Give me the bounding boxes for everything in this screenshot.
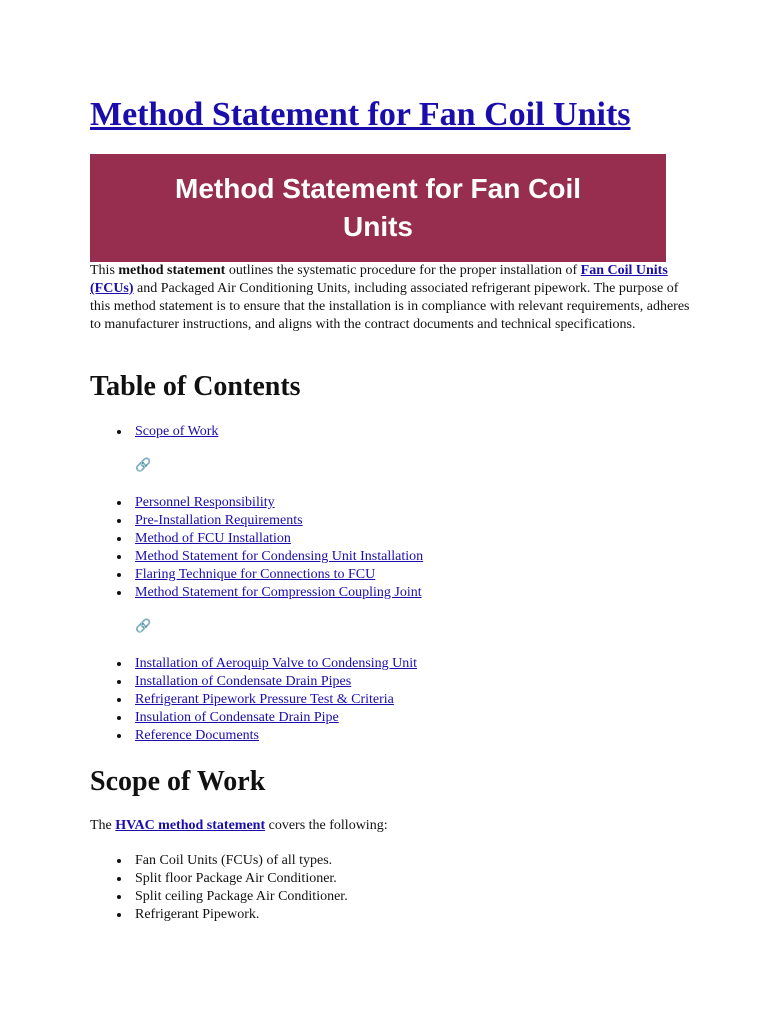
toc-item — [135, 566, 685, 584]
scope-list-item: Split ceiling Package Air Conditioner. — [135, 888, 685, 906]
intro-bold-term: method statement — [118, 263, 226, 278]
toc-link[interactable]: Insulation of Condensate Drain Pipe — [135, 710, 339, 725]
scope-list-item: Refrigerant Pipework. — [135, 906, 685, 924]
intro-paragraph — [90, 262, 690, 334]
toc-item — [135, 709, 685, 727]
toc-list-group-3 — [90, 655, 685, 745]
intro-text-3: and Packaged Air Conditioning Units, including associated refrigerant pipework. The purpose of this method statement is to ensure that the installation is in compliance with relevant requirements, adheres to manufacturer instructions, and aligns with the contract documents and technical specifications. — [90, 281, 690, 332]
title-banner-image — [90, 154, 666, 262]
scope-list-item: Split floor Package Air Conditioner. — [135, 870, 685, 888]
scope-heading: Scope of Work — [90, 766, 266, 797]
toc-link[interactable]: Installation of Aeroquip Valve to Condensing Unit — [135, 656, 418, 671]
scope-intro — [90, 817, 388, 835]
hvac-method-statement-link[interactable]: HVAC method statement — [115, 818, 266, 833]
scope-list — [90, 852, 685, 924]
intro-text-1: This — [90, 263, 119, 278]
toc-item — [135, 691, 685, 709]
toc-link[interactable]: Pre-Installation Requirements — [135, 513, 303, 528]
scope-intro-text-2: covers the following: — [265, 818, 388, 833]
toc-item — [135, 530, 685, 548]
toc-link[interactable]: Method Statement for Condensing Unit Installation — [135, 549, 424, 564]
toc-item — [135, 494, 685, 512]
page-title-link[interactable]: Method Statement for Fan Coil Units — [90, 96, 631, 133]
toc-link[interactable]: Refrigerant Pipework Pressure Test & Criteria — [135, 692, 394, 707]
toc-item — [135, 727, 685, 745]
toc-item — [135, 655, 685, 673]
link-icon: 🔗 — [135, 458, 152, 473]
toc-item — [135, 584, 685, 602]
toc-link[interactable]: Method Statement for Compression Coupling Joint — [135, 585, 422, 600]
toc-item — [135, 423, 685, 441]
link-icon: 🔗 — [135, 619, 152, 634]
toc-list-group-2 — [90, 494, 685, 602]
scope-intro-text-1: The — [90, 818, 116, 833]
toc-item — [135, 548, 685, 566]
toc-item — [135, 673, 685, 691]
toc-link[interactable]: Scope of Work — [135, 424, 219, 439]
toc-link[interactable]: Reference Documents — [135, 728, 259, 743]
toc-link[interactable]: Flaring Technique for Connections to FCU — [135, 567, 376, 582]
scope-list-item: Fan Coil Units (FCUs) of all types. — [135, 852, 685, 870]
toc-link[interactable]: Personnel Responsibility — [135, 495, 275, 510]
toc-link[interactable]: Installation of Condensate Drain Pipes — [135, 674, 352, 689]
toc-item — [135, 512, 685, 530]
page-title — [90, 93, 631, 137]
toc-link[interactable]: Method of FCU Installation — [135, 531, 291, 546]
intro-text-2: outlines the systematic procedure for the proper installation of — [225, 263, 581, 278]
toc-list-group-1 — [90, 423, 685, 441]
banner-text: Method Statement for Fan Coil Units — [175, 173, 581, 242]
toc-heading: Table of Contents — [90, 371, 301, 402]
fcu-link[interactable]: Fan Coil Units (FCUs) — [90, 263, 668, 296]
